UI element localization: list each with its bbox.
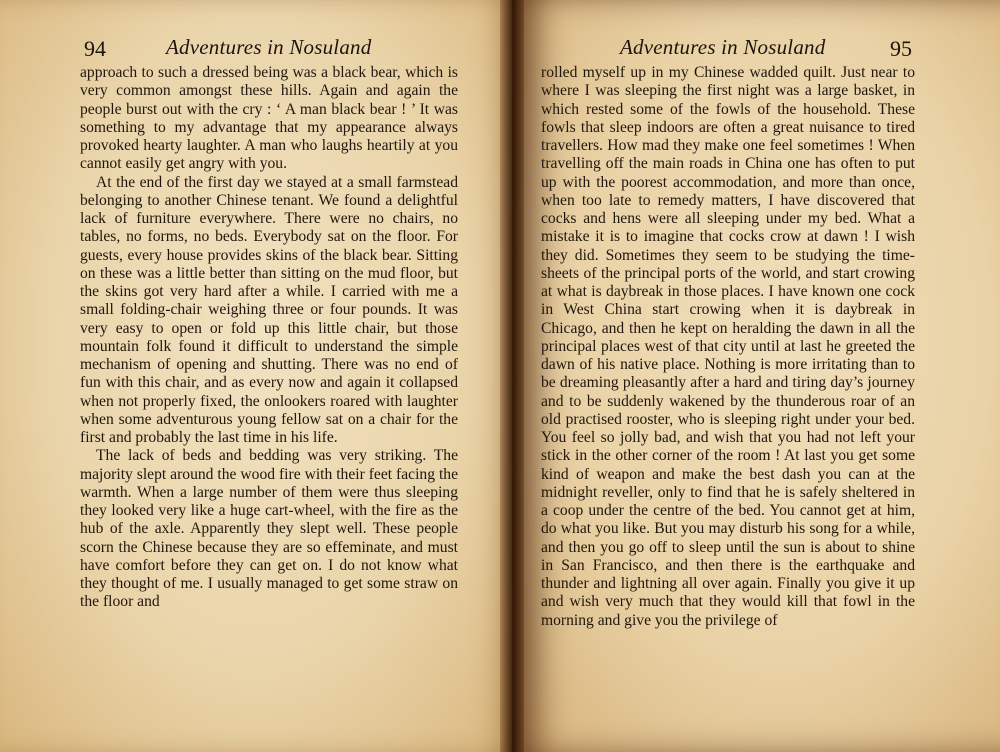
right-page-number: 95 — [890, 36, 912, 61]
left-running-title: Adventures in Nosuland — [166, 35, 372, 59]
right-page — [512, 0, 1000, 752]
right-page-body — [541, 64, 915, 630]
left-page-body — [80, 64, 458, 612]
left-page-number: 94 — [84, 36, 106, 61]
book-gutter-shadow — [500, 0, 524, 752]
left-paragraph-2: At the end of the first day we stayed at a small farmstead belonging to another Chinese tenant. We found a delightful lack of furniture everywhere. There were no chairs, no tables, no forms, no beds. Everybody sat on the floor. For guests, every house provides skins of the black bear. Sitting on these was a little better than sitting on the mud floor, but the skins got very hard after a while. I carried with me a small folding-chair weighing three or four pounds. It was very easy to open or fold up this little chair, but those mountain folk found it difficult to understand the simple mechanism of opening and shutting. There was no end of fun with this chair, and as every now and again it collapsed when not properly fixed, the onlookers roared with laughter when some adventurous young fellow sat on a chair for the first and probably the last time in his life. — [80, 173, 458, 446]
left-paragraph-3: The lack of beds and bedding was very striking. The majority slept around the wood fire with their feet facing the warmth. When a large number of them were thus sleeping they looked very like a huge cart-wheel, with the fire as the hub of the axle. Apparently they slept well. These people scorn the Chinese because they are so effeminate, and must have comfort before they can get on. I do not know what they thought of me. I usually managed to get some straw on the floor and — [80, 447, 458, 611]
right-paragraph-1: rolled myself up in my Chinese wadded quilt. Just near to where I was sleeping the first night was a large basket, in which rested some of the fowls of the household. These fowls that sleep indoors are often a great nuisance to tired travellers. How mad they make one feel sometimes ! When travelling off the main roads in China one has often to put up with the poorest accommodation, and more than once, when too late to remedy matters, I have discovered that cocks and hens were all sleeping under my bed. What a mistake it is to imagine that cocks crow at dawn ! I wish they did. Sometimes they seem to be studying the time-sheets of the principal ports of the world, and start crowing at what is daybreak in those places. I have known one cock in West China start crowing when it is daybreak in Chicago, and then he kept on heralding the dawn in all the principal places west of that city until at last he greeted the dawn of his native place. Nothing is more irritating than to be dreaming pleasantly after a hard and tiring day’s journey and to be suddenly wakened by the thunderous roar of an old practised rooster, who is sleeping right under your bed. You feel so jolly bad, and wish that you had not left your stick in the other corner of the room ! At last you get some kind of weapon and make the best dash you can at the midnight reveller, only to find that he is safely sheltered in a coop under the centre of the bed. You cannot get at him, do what you like. But you may disturb his song for a while, and then you go off to sleep until the sun is about to shine in San Francisco, and then there is the earthquake and thunder and lightning all over again. Finally you give it up and wish very much that they would kill that fowl in the morning and give you the privilege of — [541, 64, 915, 629]
right-running-title: Adventures in Nosuland — [620, 35, 826, 59]
left-paragraph-1: approach to such a dressed being was a black bear, which is very common amongst these hills. Again and again the people burst out with the cry : ‘ A man black bear ! ’ It was something to my advantage that my appearance always provoked hearty laughter. A man who laughs heartily at you cannot easily get angry with you. — [80, 64, 458, 173]
